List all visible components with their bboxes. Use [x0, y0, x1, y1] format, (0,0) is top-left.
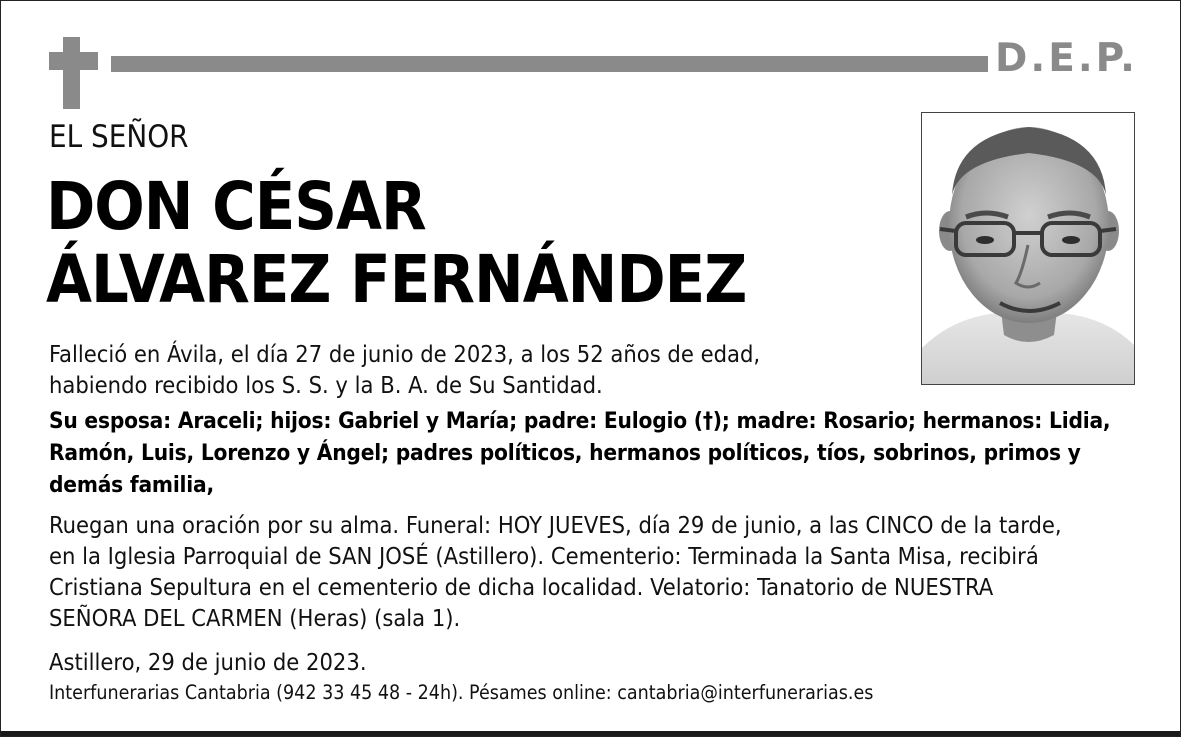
name-line-2: ÁLVAREZ FERNÁNDEZ — [46, 240, 747, 318]
honorific: EL SEÑOR — [49, 119, 189, 155]
contact-info: Interfunerarias Cantabria (942 33 45 48 - 24h). Pésames online: cantabria@interfunerarias.es — [49, 681, 874, 704]
place-date: Astillero, 29 de junio de 2023. — [49, 648, 367, 676]
family-line: demás familia, — [49, 472, 214, 498]
death-line: habiendo recibido los S. S. y la B. A. de Su Santidad. — [49, 371, 603, 399]
funeral-line: en la Iglesia Parroquial de SAN JOSÉ (Astillero). Cementerio: Terminada la Santa Misa, recibirá — [49, 542, 1039, 570]
death-line: Falleció en Ávila, el día 27 de junio de 2023, a los 52 años de edad, — [49, 340, 761, 368]
family-line: Su esposa: Araceli; hijos: Gabriel y María; padre: Eulogio (†); madre: Rosario; hermanos: Lidia, — [49, 408, 1111, 434]
portrait-photo — [921, 112, 1135, 385]
header-rule — [111, 56, 988, 72]
bottom-rule — [1, 731, 1180, 736]
name-line-1: DON CÉSAR — [46, 168, 426, 245]
family-line: Ramón, Luis, Lorenzo y Ángel; padres políticos, hermanos políticos, tíos, sobrinos, primos y — [49, 440, 1081, 466]
deceased-name — [46, 168, 747, 318]
family-list — [49, 405, 1149, 501]
funeral-line: Ruegan una oración por su alma. Funeral: HOY JUEVES, día 29 de junio, a las CINCO de la tarde, — [49, 511, 1062, 539]
funeral-line: Cristiana Sepultura en el cementerio de dicha localidad. Velatorio: Tanatorio de NUESTRA — [49, 573, 994, 601]
dep-label: D.E.P. — [995, 36, 1138, 81]
funeral-line: SEÑORA DEL CARMEN (Heras) (sala 1). — [49, 604, 461, 632]
funeral-details — [49, 510, 1149, 634]
death-notice — [49, 339, 849, 401]
